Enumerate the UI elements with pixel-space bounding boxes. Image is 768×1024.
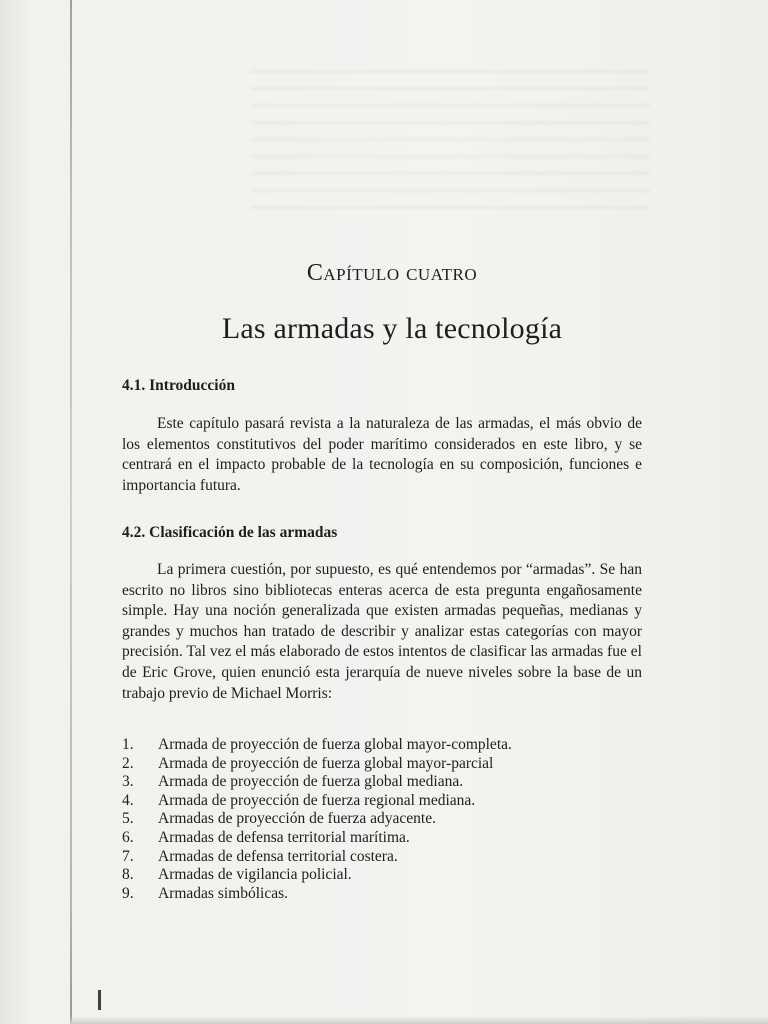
list-item	[122, 866, 512, 885]
binding-shadow	[70, 0, 72, 1024]
section-heading-classification: 4.2. Clasificación de las armadas	[122, 524, 338, 541]
list-item	[122, 755, 512, 774]
page-bottom-edge	[70, 1016, 768, 1024]
list-item	[122, 736, 512, 755]
list-item-text: Armadas simbólicas.	[158, 884, 289, 902]
introduction-paragraph: Este capítulo pasará revista a la naturaleza de las armadas, el más obvio de los elementos constitutivos del poder marítimo considerados en este libro, y se centrará en el impacto probable de la tecnología en su composición, funciones e importancia futura.	[122, 415, 642, 494]
list-item-number: 4.	[122, 791, 134, 809]
list-item-number: 1.	[122, 736, 134, 753]
binding-mark	[98, 990, 101, 1010]
list-item-number: 8.	[122, 866, 134, 884]
list-item-number: 9.	[122, 884, 134, 902]
list-item-text: Armadas de defensa territorial costera.	[158, 847, 398, 865]
list-item	[122, 885, 512, 904]
list-item-text: Armada de proyección de fuerza global mayor-parcial	[158, 754, 494, 772]
list-item	[122, 848, 512, 867]
list-item-text: Armada de proyección de fuerza global mayor-completa.	[158, 736, 512, 753]
classification-paragraph: La primera cuestión, por supuesto, es qué entendemos por “armadas”. Se han escrito no libros sino bibliotecas enteras acerca de esta pregunta engañosamente simple. Hay una noción generalizada que existen armadas pequeñas, medianas y grandes y muchos han tratado de describir y analizar estas categorías con mayor precisión. Tal vez el más elaborado de estos intentos de clasificar las armadas fue el de Eric Grove, quien enunció esta jerarquía de nueve niveles sobre la base de un trabajo previo de Michael Morris:	[122, 561, 642, 702]
list-item-number: 6.	[122, 828, 134, 846]
list-item-text: Armadas de proyección de fuerza adyacente.	[158, 810, 436, 828]
chapter-label: Capítulo cuatro	[306, 260, 478, 286]
list-item-number: 3.	[122, 773, 134, 791]
list-item-text: Armadas de defensa territorial marítima.	[158, 828, 410, 846]
list-item-text: Armada de proyección de fuerza regional mediana.	[158, 791, 476, 809]
list-item	[122, 773, 512, 792]
section-heading-introduction: 4.1. Introducción	[122, 377, 235, 394]
list-item-number: 5.	[122, 810, 134, 828]
list-item-number: 7.	[122, 847, 134, 865]
list-item-text: Armada de proyección de fuerza global mediana.	[158, 773, 464, 791]
list-item	[122, 810, 512, 829]
list-item-text: Armadas de vigilancia policial.	[158, 866, 352, 884]
show-through-text	[250, 70, 650, 220]
chapter-title: Las armadas y la tecnología	[221, 312, 563, 345]
list-item-number: 2.	[122, 754, 134, 772]
list-item	[122, 829, 512, 848]
list-item	[122, 792, 512, 811]
navy-hierarchy-list	[122, 736, 512, 903]
